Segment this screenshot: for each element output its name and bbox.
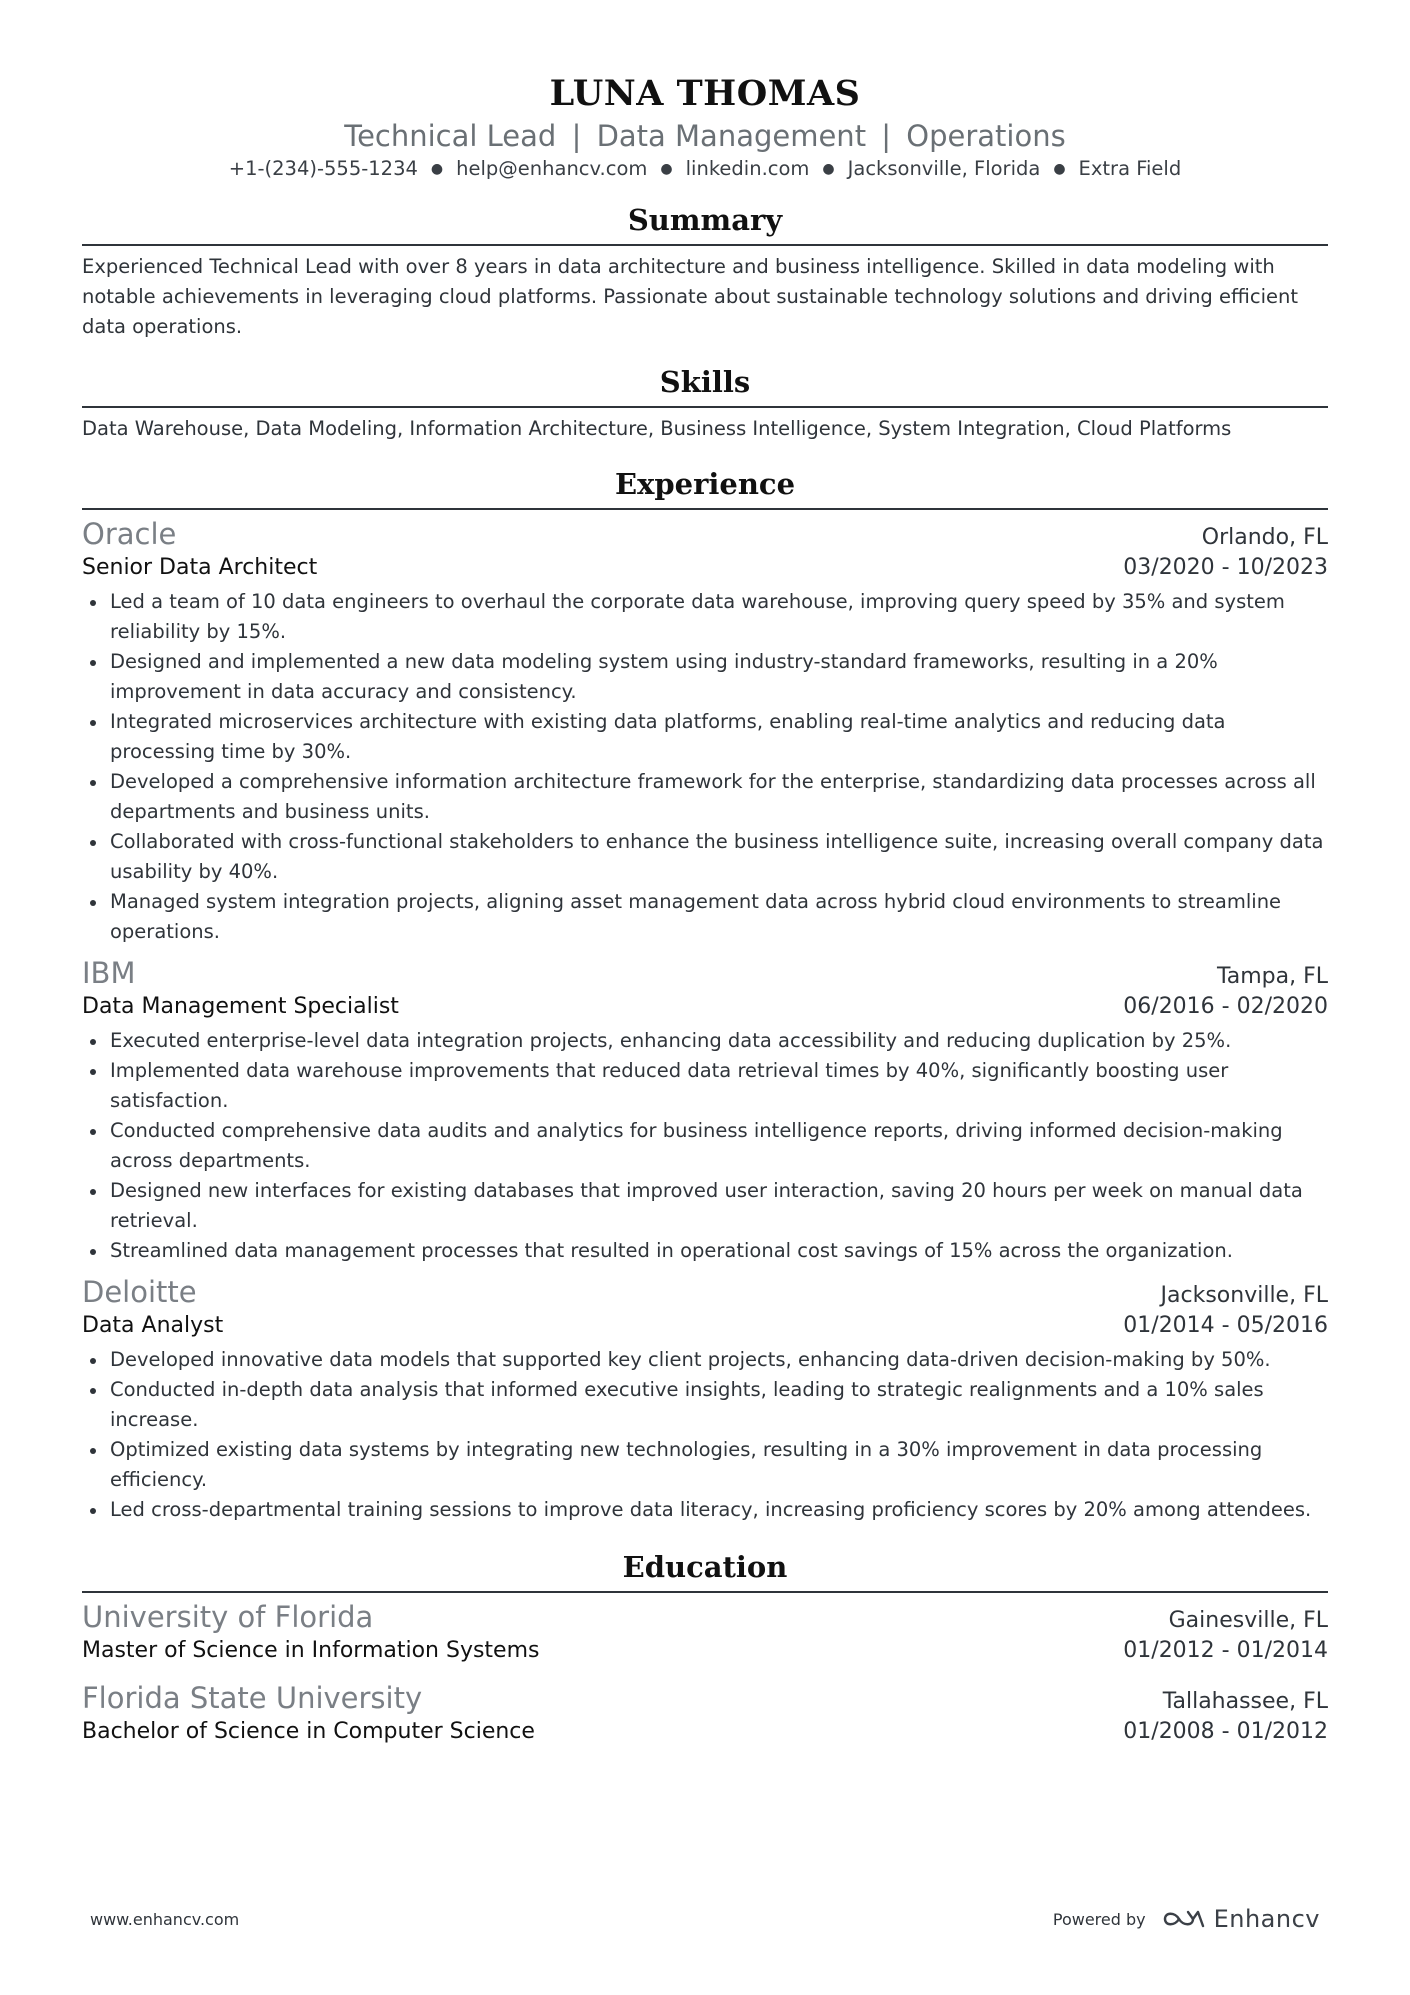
job-bullet: Led cross-departmental training sessions to improve data literacy, increasing proficiency scores by 20% among attendees. xyxy=(82,1495,1328,1525)
experience-role-row xyxy=(82,1311,1328,1341)
bullet-dot-icon: ● xyxy=(430,161,444,177)
degree-name: Master of Science in Information Systems xyxy=(82,1638,540,1663)
contact-phone[interactable]: +1-(234)-555-1234 xyxy=(228,157,418,180)
contact-line xyxy=(82,156,1328,182)
job-bullet: Conducted in-depth data analysis that informed executive insights, leading to strategic realignments and a 10% sales increase. xyxy=(82,1375,1328,1435)
enhancv-logo[interactable] xyxy=(1162,1905,1320,1933)
experience-entry xyxy=(82,1274,1328,1525)
experience-entry xyxy=(82,955,1328,1266)
education-entry xyxy=(82,1680,1328,1747)
job-bullets xyxy=(82,587,1328,947)
experience-company-row xyxy=(82,516,1328,553)
section-title-skills: Skills xyxy=(659,365,751,399)
job-bullet: Conducted comprehensive data audits and analytics for business intelligence reports, driving informed decision-making across departments. xyxy=(82,1116,1328,1176)
bullet-dot-icon: ● xyxy=(660,161,673,177)
experience-section xyxy=(82,466,1328,1525)
job-bullet: Optimized existing data systems by integrating new technologies, resulting in a 30% improvement in data processing efficiency. xyxy=(82,1435,1328,1495)
enhancv-wordmark: Enhancv xyxy=(1213,1905,1320,1933)
job-dates: 01/2014 - 05/2016 xyxy=(1123,1313,1328,1338)
education-section xyxy=(82,1549,1328,1747)
job-role: Data Management Specialist xyxy=(82,994,399,1019)
job-role: Senior Data Architect xyxy=(82,555,318,580)
education-degree-row xyxy=(82,1717,1328,1747)
bullet-dot-icon: ● xyxy=(822,161,835,177)
headline-title-3: Operations xyxy=(906,119,1066,153)
job-location: Tampa, FL xyxy=(1216,964,1328,989)
section-title-experience: Experience xyxy=(614,467,796,501)
experience-role-row xyxy=(82,553,1328,583)
job-bullets xyxy=(82,1026,1328,1266)
candidate-name: LUNA THOMAS xyxy=(549,73,861,114)
job-bullet: Streamlined data management processes that resulted in operational cost savings of 15% across the organization. xyxy=(82,1236,1328,1266)
powered-by-label: Powered by xyxy=(1052,1909,1146,1929)
contact-extra-field: Extra Field xyxy=(1078,157,1182,180)
education-entry xyxy=(82,1599,1328,1666)
school-location: Gainesville, FL xyxy=(1168,1608,1328,1633)
section-title-education: Education xyxy=(622,1550,788,1584)
job-bullet: Designed new interfaces for existing databases that improved user interaction, saving 20 hours per week on manual data retrieval. xyxy=(82,1176,1328,1236)
resume-header xyxy=(82,0,1328,182)
skills-text: Data Warehouse, Data Modeling, Information Architecture, Business Intelligence, System Integration, Cloud Platforms xyxy=(82,417,1232,440)
bullet-dot-icon: ● xyxy=(1053,161,1066,177)
enhancv-logo-icon xyxy=(1162,1908,1206,1930)
school-location: Tallahassee, FL xyxy=(1162,1689,1328,1714)
summary-text: Experienced Technical Lead with over 8 years in data architecture and business intelligence. Skilled in data modeling with notable achievements in leveraging cloud platforms. Passionate about sustainable technology solutions and driving efficient data operations. xyxy=(82,255,1298,338)
headline-separator: | xyxy=(571,119,582,153)
job-bullets xyxy=(82,1345,1328,1525)
skills-section xyxy=(82,364,1328,444)
job-bullet: Led a team of 10 data engineers to overhaul the corporate data warehouse, improving query speed by 35% and system reliability by 15%. xyxy=(82,587,1328,647)
company-name: Oracle xyxy=(82,517,177,551)
experience-company-row xyxy=(82,955,1328,992)
headline-title-1: Technical Lead xyxy=(344,119,557,153)
job-bullet: Developed innovative data models that supported key client projects, enhancing data-driven decision-making by 50%. xyxy=(82,1345,1328,1375)
job-bullet: Designed and implemented a new data modeling system using industry-standard frameworks, resulting in a 20% improvement in data accuracy and consistency. xyxy=(82,647,1328,707)
section-divider xyxy=(82,244,1328,246)
contact-location: Jacksonville, Florida xyxy=(847,157,1041,180)
contact-email[interactable]: help@enhancv.com xyxy=(456,157,648,180)
job-bullet: Collaborated with cross-functional stakeholders to enhance the business intelligence suite, increasing overall company data usability by 40%. xyxy=(82,827,1328,887)
section-divider xyxy=(82,406,1328,408)
job-bullet: Executed enterprise-level data integration projects, enhancing data accessibility and reducing duplication by 25%. xyxy=(82,1026,1328,1056)
education-school-row xyxy=(82,1599,1328,1636)
job-bullet: Developed a comprehensive information architecture framework for the enterprise, standardizing data processes across all departments and business units. xyxy=(82,767,1328,827)
education-school-row xyxy=(82,1680,1328,1717)
job-dates: 06/2016 - 02/2020 xyxy=(1123,994,1328,1019)
school-name: Florida State University xyxy=(82,1681,423,1715)
education-degree-row xyxy=(82,1636,1328,1666)
job-bullet: Managed system integration projects, aligning asset management data across hybrid cloud environments to streamline operations. xyxy=(82,887,1328,947)
summary-section xyxy=(82,202,1328,342)
resume-page xyxy=(82,0,1328,1995)
company-name: Deloitte xyxy=(82,1275,197,1309)
experience-company-row xyxy=(82,1274,1328,1311)
footer-brand xyxy=(1053,1905,1320,1933)
section-title-summary: Summary xyxy=(627,203,783,237)
school-name: University of Florida xyxy=(82,1600,374,1634)
company-name: IBM xyxy=(82,956,136,990)
education-dates: 01/2012 - 01/2014 xyxy=(1123,1638,1328,1663)
job-bullet: Integrated microservices architecture with existing data platforms, enabling real-time analytics and reducing data processing time by 30%. xyxy=(82,707,1328,767)
footer-website-link[interactable]: www.enhancv.com xyxy=(90,1909,240,1929)
experience-role-row xyxy=(82,992,1328,1022)
section-divider xyxy=(82,1591,1328,1593)
job-location: Jacksonville, FL xyxy=(1160,1283,1328,1308)
headline-titles xyxy=(82,118,1328,154)
degree-name: Bachelor of Science in Computer Science xyxy=(82,1719,535,1744)
page-footer xyxy=(90,1905,1320,1933)
contact-linkedin[interactable]: linkedin.com xyxy=(685,157,810,180)
experience-entry xyxy=(82,516,1328,947)
education-dates: 01/2008 - 01/2012 xyxy=(1123,1719,1328,1744)
job-role: Data Analyst xyxy=(82,1313,224,1338)
headline-separator: | xyxy=(881,119,892,153)
job-bullet: Implemented data warehouse improvements that reduced data retrieval times by 40%, significantly boosting user satisfaction. xyxy=(82,1056,1328,1116)
job-dates: 03/2020 - 10/2023 xyxy=(1123,555,1328,580)
job-location: Orlando, FL xyxy=(1201,525,1328,550)
headline-title-2: Data Management xyxy=(596,119,867,153)
section-divider xyxy=(82,508,1328,510)
